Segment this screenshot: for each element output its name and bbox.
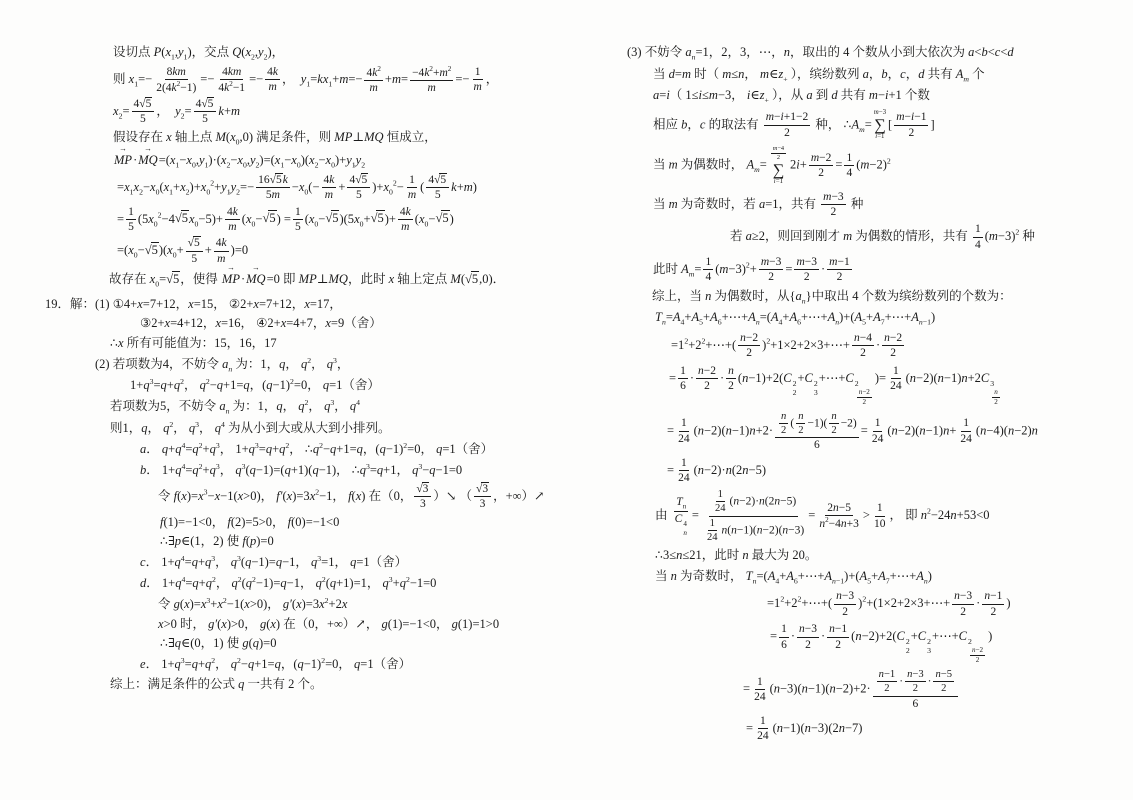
math-line: 故存在 $x_0=√5$，使得 → MP· → MQ=0 即 MP⊥MQ，此时 x 轴上定点 M(√5,0)．: [109, 263, 506, 289]
math-line: 则1，q， $q^2$， $q^3$， $q^4$ 为从小到大或从大到小排列。: [110, 420, 391, 436]
math-line: = $\frac{1}{24}$ (n−2)(n−1)n+2· $\frac{n}{2}$ ( $\frac{n}{2}$ −1)( $\frac{n}{2}$ −2) 6 = $\frac{1}{24}$ (n−2)(n−1)n+ $\frac{1}{24}$ (n−4)(n−2)n: [667, 410, 1038, 452]
math-line: 综上，当 n 为偶数时，从$\{a_n\}$中取出 4 个数为缤纷数列的个数为：: [652, 288, 1012, 306]
math-line: $=x_1x_2-x_0(x_1+x_2)+x_0^2+y_1y_2=-$ $\frac{16√5k}{5m}$ $-x_0(-$ $\frac{4k}{m}$ + $\frac{4√5}{5}$ )$+x_0^2-$ $\frac{1}{m}$ ( $\frac{4√5}{5}$ k+m): [117, 173, 477, 202]
math-line: 当 m 为偶数时， $A_m=$ $\frac{m-4}{2}$ ∑ i=1 2i+ $\frac{m-2}{2}$ = $\frac{1}{4}$ $(m-2)^2$: [653, 144, 891, 185]
math-line: $=1^2+2^2+\cdots+$( $\frac{n-3}{2}$ )$^2$+(1×2+2×3+⋯+ $\frac{n-3}{2}$ · $\frac{n-1}{2}$ ): [767, 590, 1011, 618]
math-line: 若 a≥2，则回到刚才 m 为偶数的情形，共有 $\frac{1}{4}$ $(m-3)^2$ 种: [730, 223, 1035, 251]
math-line: d． $1+q^4=q+q^2$， $q^2(q^2-1)=q-1$， $q^2(q+1)=1$， $q^3+q^2-1=0$: [140, 574, 437, 591]
math-line: → MP· → $MQ=(x_1-x_0,y_1)\cdot(x_2-x_0,y_2)=(x_1-x_0)(x_2-x_0)+y_1y_2$: [114, 144, 366, 170]
math-line: = $\frac{1}{24}$ (n−3)(n−1)(n−2)+2· $\frac{n-1}{2}$ · $\frac{n-3}{2}$ · $\frac{n-5}{2}$ 6: [612, 668, 1124, 711]
math-line: e． $1+q^3=q+q^2$， $q^2-q+1=q$，$(q-1)^2=0$， q=1（舍）: [140, 656, 412, 672]
math-line: 此时 $A_m=$ $\frac{1}{4}$ $(m-3)^2+$ $\frac{m-3}{2}$ = $\frac{m-3}{2}$ · $\frac{m-1}{2}$: [653, 256, 850, 284]
math-line: a． $q+q^4=q^2+q^3$， $1+q^3=q+q^2$， $\therefore q^2-q+1=q$，$(q-1)^2=0$， q=1（舍）: [140, 440, 494, 457]
math-line: b． $1+q^4=q^2+q^3$， $q^3(q-1)=(q+1)(q-1)$， $\therefore q^3=q+1$， $q^3-q-1=0$: [140, 461, 463, 478]
math-line: $=1^2+2^2+\cdots+$( $\frac{n-2}{2}$ )$^2$+1×2+2×3+⋯+ $\frac{n-4}{2}$ · $\frac{n-2}{2}$: [671, 331, 903, 360]
math-line: = $\frac{1}{24}$ (n−1)(n−3)(2n−7): [746, 715, 863, 743]
left-column: [45, 44, 570, 696]
math-line: $1+q^3=q+q^2$， $q^2-q+1=q$，$(q-1)^2=0$， q=1（舍）: [130, 377, 380, 393]
math-line: 若项数为5，不妨令 $a_n$ 为：1，q， $q^2$， $q^3$， $q^4$: [110, 398, 360, 417]
math-line: ③2+x=4+12，x=16， ④2+x=4+7，x=9（舍）: [140, 316, 382, 331]
math-line: = $\frac{1}{24}$ (n−2)·n(2n−5): [667, 456, 766, 484]
math-line: 当 d=m 时（ m≤n， $m\in z_+$ ），缤纷数列 a，b，c，d 共有 $A_m$ 个: [653, 66, 985, 83]
math-line: a=i（ 1≤i≤m−3， $i\in z_+$ ），从 a 到 d 共有 m−i+1 个数: [653, 88, 930, 105]
math-line: 综上：满足条件的公式 q 一共有 2 个。: [110, 677, 323, 692]
right-column: [612, 44, 1124, 747]
math-line: x>0 时， g′(x)>0， g(x) 在（0，+∞）↗， g(1)=−1<0， g(1)=1>0: [158, 616, 500, 631]
math-line: 由 $T_n$ C 4 n = $\frac{1}{24}$ (n−2)·n(2n−5) $\frac{1}{24}$ n(n−1)(n−2)(n−3) = $\frac{2n-5}{n^2-4n+3}$ > $\frac{1}{10}$ ， 即 $n^2-24n+53<0$: [655, 489, 990, 543]
math-line: ∴x 所有可能值为：15，16，17: [110, 336, 277, 351]
math-line: 设切点 $P(x_1,y_1)$，交点 $Q(x_2,y_2)$，: [113, 45, 285, 62]
math-line: = $\frac{1}{5}$ $(5x_0^2-4√5x_0-5)+$ $\frac{4k}{m}$ $(x_0-√5)$ = $\frac{1}{5}$ $(x_0-√5)(5x_0+√5)+$ $\frac{4k}{m}$ $(x_0-√5)$: [117, 205, 454, 233]
math-line: ∴∃q∈(0，1) 使 g(q)=0: [160, 636, 277, 651]
math-line: c． $1+q^4=q+q^3$， $q^3(q-1)=q-1$， $q^3=1$， q=1（舍）: [140, 554, 408, 570]
math-line: (3) 不妨令 $a_n=1$，2，3，⋯，n，取出的 4 个数从小到大依次为 a<b<c<d: [627, 45, 1014, 62]
math-line: = $\frac{1}{6}$ · $\frac{n-2}{2}$ · $\frac{n}{2}$ (n−1)+2(C 2 2 +C 2 3 +⋯+C 2 $\frac{n-2}{2}$ )= $\frac{1}{24}$ (n−2)(n−1)n+2C 3 $\frac{n}{2}$: [669, 364, 998, 406]
math-line: 相应 b，c 的取法有 $\frac{m-i+1-2}{2}$ 种， $\therefore A_m=$ m−3 ∑ i=1 [ $\frac{m-i-1}{2}$ ]: [653, 108, 935, 141]
math-line: 令 $f(x)=x^3-x-1(x>0)$， $f'(x)=3x^2-1$， f(x) 在（0， $\frac{√3}{3}$ ）↘ （ $\frac{√3}{3}$ ，+∞）↗: [158, 482, 545, 511]
math-line: $=(x_0-√5)(x_0+$ $\frac{√5}{5}$ + $\frac{4k}{m}$ )=0: [117, 237, 249, 265]
math-line: ∴∃p∈(1，2) 使 f(p)=0: [160, 534, 274, 549]
math-line: 则 $x_1=-$ $\frac{8km}{2(4k^2-1)}$ =− $\frac{4km}{4k^2-1}$ =− $\frac{4k}{m}$ ， $y_1=kx_1+m=-$ $\frac{4k^2}{m}$ +m= $\frac{-4k^2+m^2}{m}$ =− $\frac{1}{m}$ ，: [113, 64, 499, 94]
math-line: = $\frac{1}{6}$ · $\frac{n-3}{2}$ · $\frac{n-1}{2}$ (n−2)+2(C 2 2 +C 2 3 +⋯+C 2 $\frac{n-2}{2}$ ): [770, 623, 993, 665]
math-line: $x_2=$ $\frac{4√5}{5}$ ， $y_2=$ $\frac{4√5}{5}$ k+m: [113, 98, 241, 126]
math-line: (2) 若项数为4，不妨令 $a_n$ 为：1，q， $q^2$， $q^3$，: [95, 355, 350, 374]
math-line: f(1)=−1<0， f(2)=5>0， f(0)=−1<0: [160, 514, 340, 529]
math-line: 当 n 为奇数时， $T_n=(A_4+A_6+\cdots+A_{n-1})+(A_5+A_7+\cdots+A_n)$: [655, 568, 932, 586]
math-line: 当 m 为奇数时，若 a=1，共有 $\frac{m-3}{2}$ 种: [653, 190, 864, 218]
math-line: 令 $g(x)=x^3+x^2-1(x>0)$， $g'(x)=3x^2+2x$: [158, 595, 348, 611]
math-line: ∴3≤n≤21，此时 n 最大为 20。: [655, 548, 818, 563]
math-line: $T_n=A_4+A_5+A_6+\cdots+A_n=(A_4+A_6+\cdots+A_n)+(A_5+A_7+\cdots+A_{n-1})$: [655, 310, 936, 327]
math-line: 19．解：(1) ①4+x=7+12，x=15， ②2+x=7+12，x=17，: [45, 296, 342, 311]
math-line: 假设存在 x 轴上点 $M(x_0,0)$ 满足条件，则 MP⊥MQ 恒成立，: [113, 129, 437, 147]
